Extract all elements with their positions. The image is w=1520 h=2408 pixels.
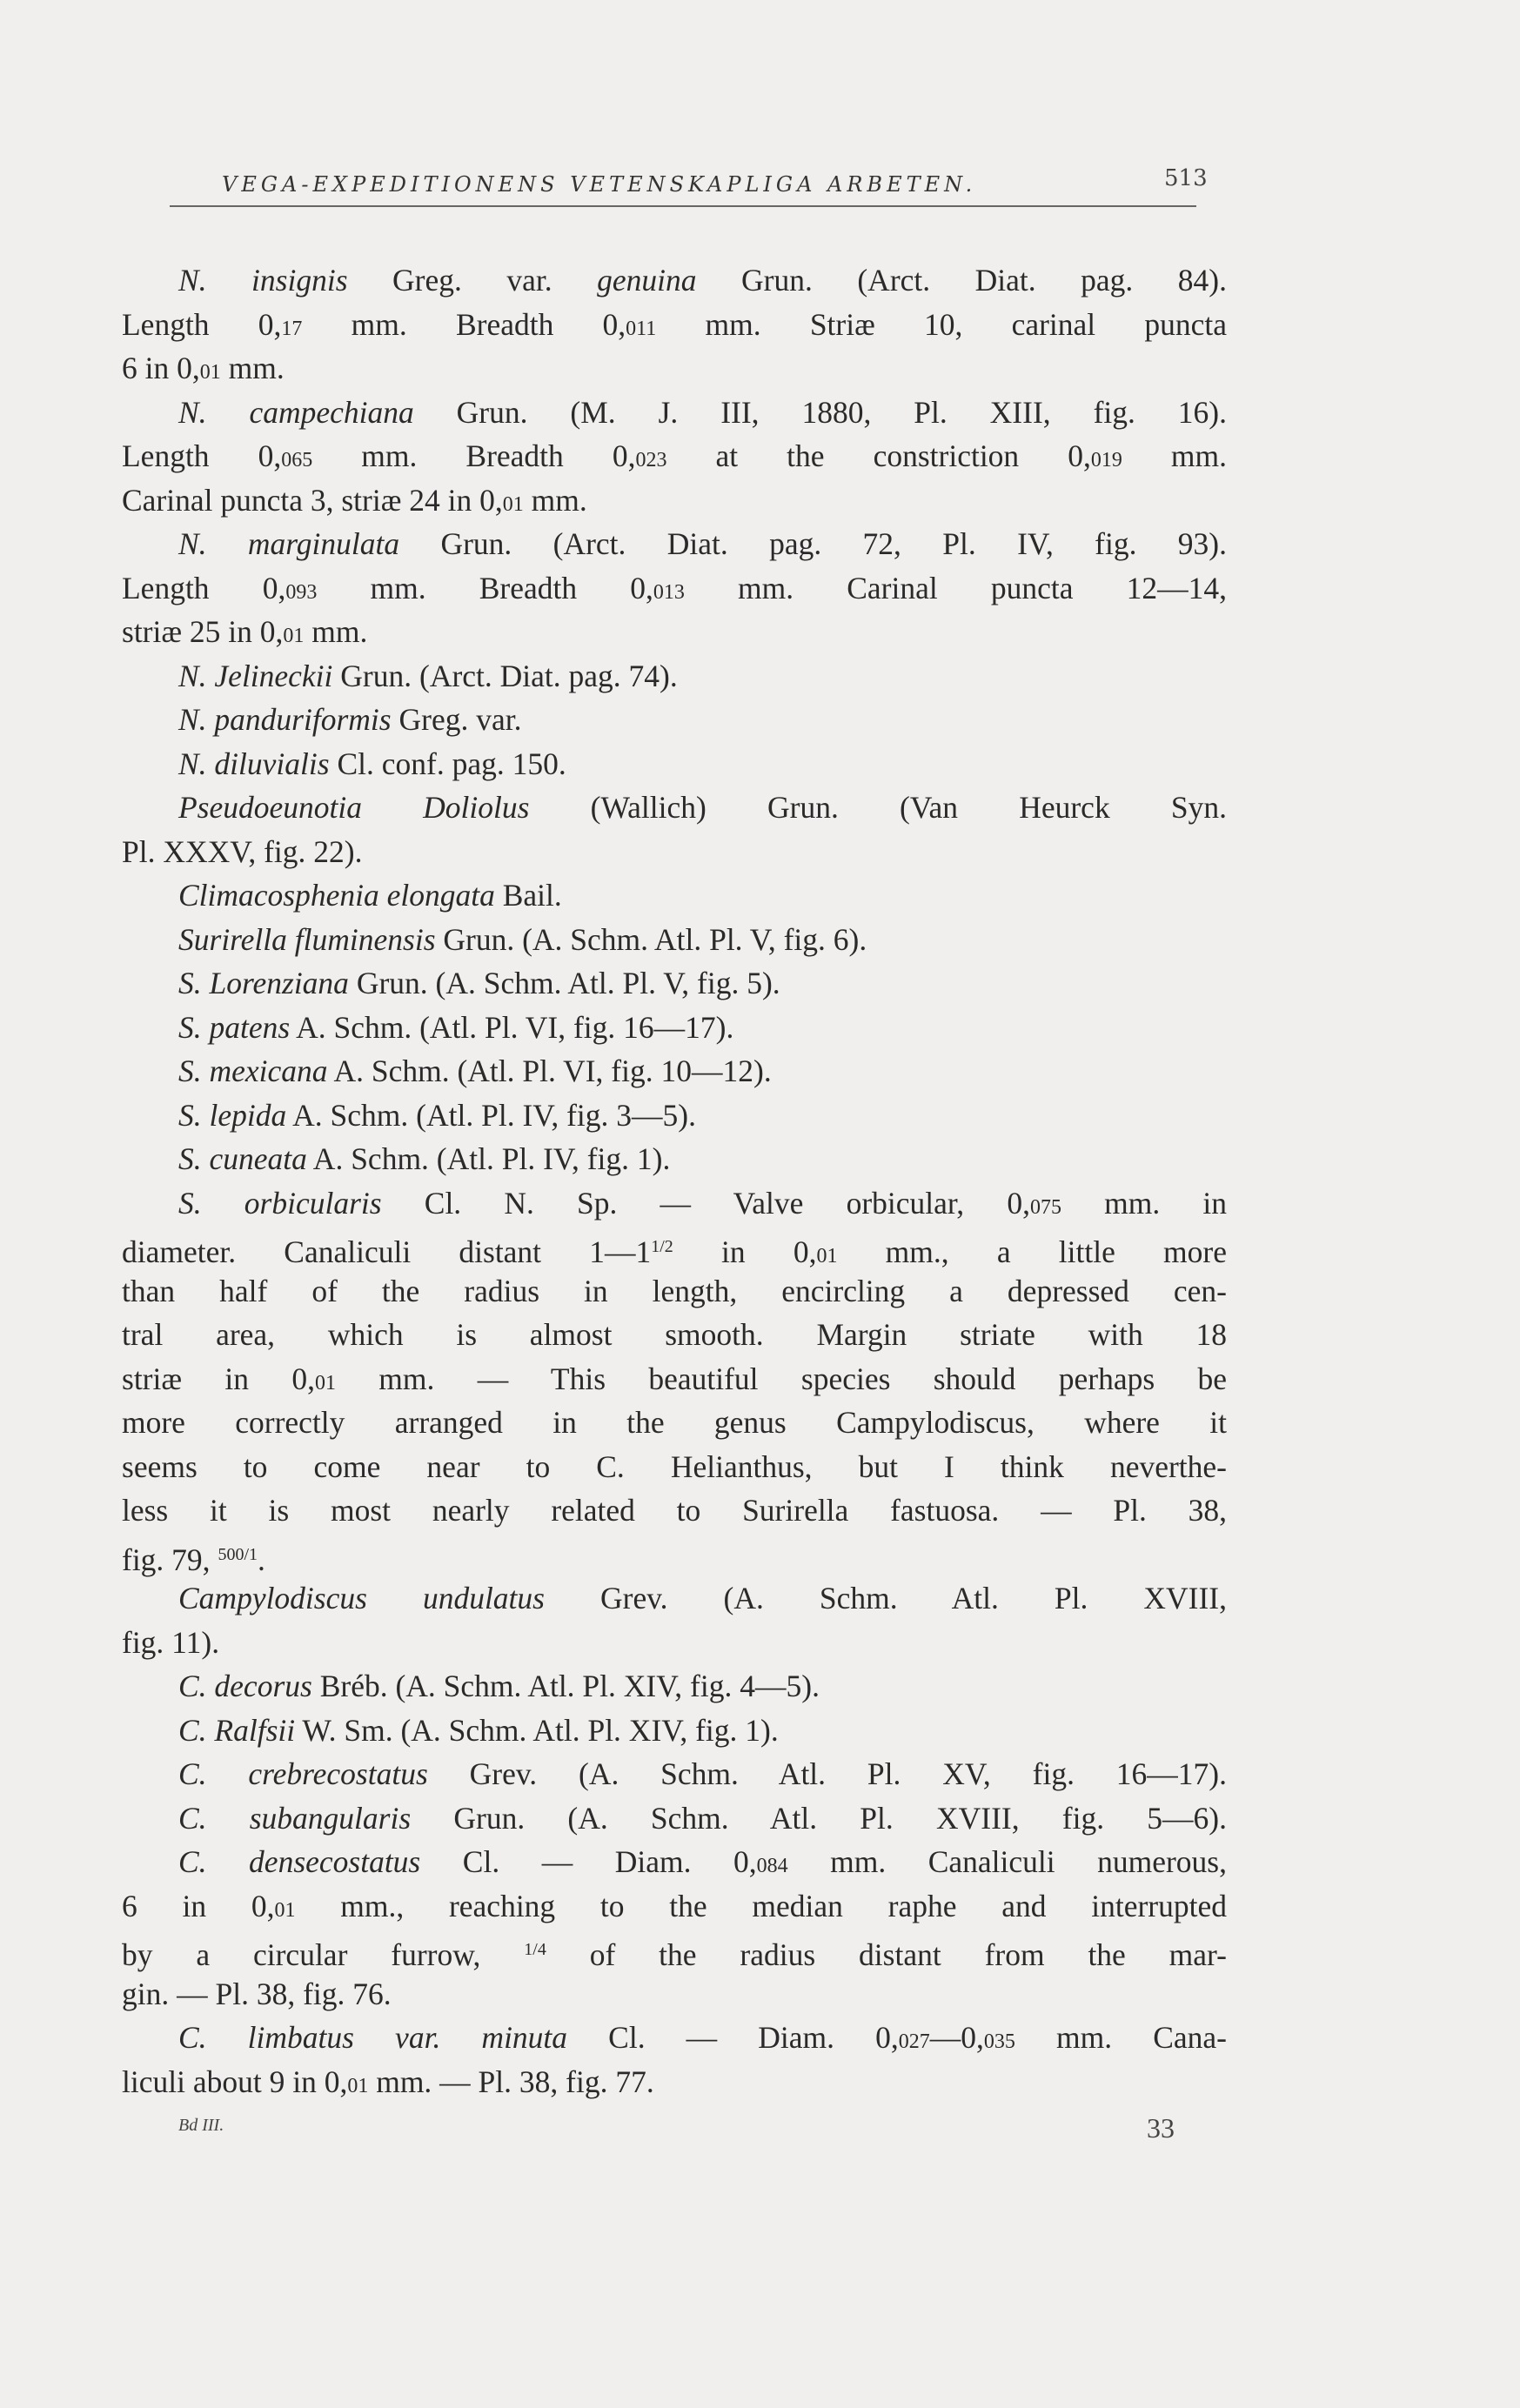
text-line: N. campechiana Grun. (M. J. III, 1880, Pl. XIII, fig. 16).	[178, 394, 1227, 430]
text-line: N. insignis Greg. var. genuina Grun. (Arct. Diat. pag. 84).	[178, 263, 1227, 298]
text-line: seems to come near to C. Helianthus, but I think neverthe-	[122, 1448, 1227, 1484]
text-line: C. limbatus var. minuta Cl. — Diam. 0,027—0,035 mm. Cana-	[178, 2020, 1227, 2055]
text-line: by a circular furrow, $^{1/4}$ of the radius distant from the mar-	[122, 1937, 1227, 1972]
text-line: C. crebrecostatus Grev. (A. Schm. Atl. Pl. XV, fig. 16—17).	[178, 1756, 1227, 1791]
text-line: S. cuneata A. Schm. (Atl. Pl. IV, fig. 1).	[178, 1141, 671, 1176]
text-line: C. decorus Bréb. (A. Schm. Atl. Pl. XIV, fig. 4—5).	[178, 1669, 820, 1703]
text-line: Campylodiscus undulatus Grev. (A. Schm. Atl. Pl. XVIII,	[178, 1581, 1227, 1615]
body-text	[122, 258, 1227, 2104]
text-line: Pl. XXXV, fig. 22).	[122, 833, 363, 869]
text-line: Length 0,093 mm. Breadth 0,013 mm. Carinal puncta 12—14,	[122, 570, 1228, 605]
text-line: N. diluvialis Cl. conf. pag. 150.	[178, 746, 566, 781]
text-line: N. Jelineckii Grun. (Arct. Diat. pag. 74).	[178, 658, 678, 693]
text-line: Surirella fluminensis Grun. (A. Schm. Atl. Pl. V, fig. 6).	[178, 921, 867, 957]
running-header: VEGA-EXPEDITIONENS VETENSKAPLIGA ARBETEN.	[222, 172, 977, 197]
text-line: striæ in 0,01 mm. — This beautiful species should perhaps be	[122, 1361, 1227, 1396]
volume-mark: Bd III.	[178, 2116, 224, 2135]
text-line: S. mexicana A. Schm. (Atl. Pl. VI, fig. 10—12).	[178, 1054, 772, 1088]
text-line: Length 0,065 mm. Breadth 0,023 at the constriction 0,019 mm.	[122, 438, 1228, 473]
text-line: tral area, which is almost smooth. Margin striate with 18	[122, 1317, 1227, 1352]
text-line: less it is most nearly related to Surirella fastuosa. — Pl. 38,	[122, 1493, 1227, 1528]
text-line: liculi about 9 in 0,01 mm. — Pl. 38, fig. 77.	[122, 2064, 654, 2099]
text-line: fig. 11).	[122, 1624, 220, 1660]
text-line: 6 in 0,01 mm.	[122, 351, 285, 385]
text-line: S. orbicularis Cl. N. Sp. — Valve orbicular, 0,075 mm. in	[178, 1185, 1227, 1221]
text-line: S. patens A. Schm. (Atl. Pl. VI, fig. 16—17).	[178, 1009, 734, 1045]
text-line: Climacosphenia elongata Bail.	[178, 878, 562, 913]
text-line: more correctly arranged in the genus Campylodiscus, where it	[122, 1405, 1227, 1440]
text-line: S. lepida A. Schm. (Atl. Pl. IV, fig. 3—5).	[178, 1097, 696, 1133]
text-line: C. subangularis Grun. (A. Schm. Atl. Pl. XVIII, fig. 5—6).	[178, 1800, 1227, 1836]
text-line: diameter. Canaliculi distant $1—1^{1/2}$ in 0,01 mm., a little more	[122, 1234, 1227, 1269]
header-rule	[170, 205, 1196, 207]
text-line: N. panduriformis Greg. var.	[178, 702, 522, 737]
page-number: 513	[1164, 165, 1208, 191]
text-line: S. Lorenziana Grun. (A. Schm. Atl. Pl. V, fig. 5).	[178, 966, 780, 1000]
text-line: Carinal puncta 3, striæ 24 in 0,01 mm.	[122, 482, 587, 518]
text-line: C. densecostatus Cl. — Diam. 0,084 mm. Canaliculi numerous,	[178, 1844, 1227, 1879]
text-line: Length 0,17 mm. Breadth 0,011 mm. Striæ 10, carinal puncta	[122, 306, 1228, 342]
text-line: N. marginulata Grun. (Arct. Diat. pag. 72, Pl. IV, fig. 93).	[178, 526, 1228, 561]
signature-mark: 33	[1147, 2112, 1175, 2144]
text-line: striæ 25 in 0,01 mm.	[122, 614, 368, 649]
text-line: C. Ralfsii W. Sm. (A. Schm. Atl. Pl. XIV, fig. 1).	[178, 1712, 779, 1748]
text-line: fig. 79, $^{500/1}$.	[122, 1542, 265, 1577]
text-line: Pseudoeunotia Doliolus (Wallich) Grun. (Van Heurck Syn.	[178, 790, 1227, 825]
text-line: gin. — Pl. 38, fig. 76.	[122, 1976, 392, 2011]
text-line: than half of the radius in length, encircling a depressed cen-	[122, 1273, 1227, 1308]
text-line: 6 in 0,01 mm., reaching to the median raphe and interrupted	[122, 1888, 1227, 1923]
